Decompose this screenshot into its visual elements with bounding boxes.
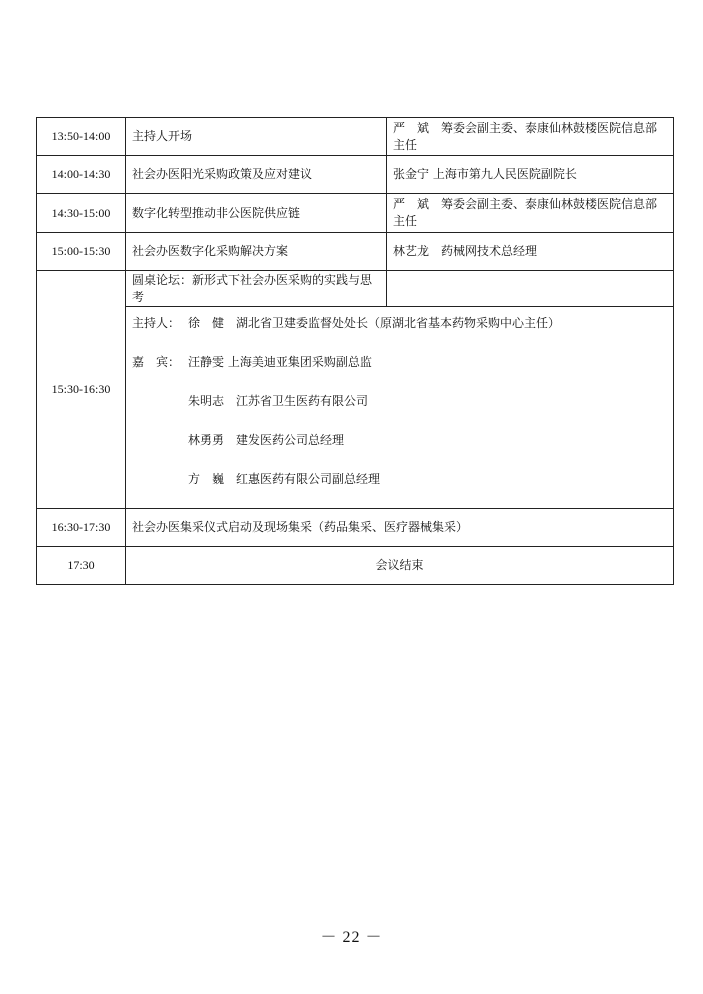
forum-time-cell: 15:30-16:30 (37, 271, 126, 509)
topic-cell: 社会办医阳光采购政策及应对建议 (126, 156, 387, 194)
agenda-row (37, 509, 674, 547)
agenda-row (37, 233, 674, 271)
agenda-row (37, 194, 674, 233)
time-cell: 15:00-15:30 (37, 233, 126, 271)
page-number: － 22 － (320, 929, 383, 946)
host-role-label: 主持人： (132, 316, 181, 330)
guest-name: 方 巍 红惠医药有限公司副总经理 (188, 472, 381, 486)
guest-name: 林勇勇 建发医药公司总经理 (188, 433, 345, 447)
speaker-cell: 严 斌 筹委会副主委、泰康仙林鼓楼医院信息部主任 (387, 118, 674, 156)
agenda-row (37, 156, 674, 194)
forum-empty-cell (387, 271, 674, 307)
participants-list (132, 307, 667, 508)
topic-cell: 数字化转型推动非公医院供应链 (126, 194, 387, 233)
time-cell: 14:00-14:30 (37, 156, 126, 194)
forum-participants-cell (126, 307, 674, 509)
speaker-cell: 张金宁 上海市第九人民医院副院长 (387, 156, 674, 194)
guest-role-label: 嘉 宾： (132, 355, 181, 369)
topic-cell: 社会办医集采仪式启动及现场集采（药品集采、医疗器械集采） (126, 509, 674, 547)
topic-cell: 主持人开场 (126, 118, 387, 156)
agenda-table (36, 117, 674, 585)
speaker-cell: 林艺龙 药械网技术总经理 (387, 233, 674, 271)
time-cell: 13:50-14:00 (37, 118, 126, 156)
guest-line (132, 352, 667, 391)
host-name: 徐 健 湖北省卫建委监督处处长（原湖北省基本药物采购中心主任） (188, 316, 561, 330)
forum-title-row (37, 271, 674, 307)
guest-line (132, 391, 667, 430)
forum-participants-row (37, 307, 674, 509)
time-cell: 16:30-17:30 (37, 509, 126, 547)
closing-cell: 会议结束 (126, 547, 674, 585)
topic-cell: 社会办医数字化采购解决方案 (126, 233, 387, 271)
host-line (132, 313, 667, 352)
forum-title-cell: 圆桌论坛：新形式下社会办医采购的实践与思考 (126, 271, 387, 307)
closing-row (37, 547, 674, 585)
agenda-row (37, 118, 674, 156)
speaker-cell: 严 斌 筹委会副主委、泰康仙林鼓楼医院信息部主任 (387, 194, 674, 233)
guest-name: 朱明志 江苏省卫生医药有限公司 (188, 394, 369, 408)
time-cell: 14:30-15:00 (37, 194, 126, 233)
time-cell: 17:30 (37, 547, 126, 585)
guest-line (132, 430, 667, 469)
guest-name: 汪静雯 上海美迪亚集团采购副总监 (188, 355, 372, 369)
guest-line (132, 469, 667, 508)
